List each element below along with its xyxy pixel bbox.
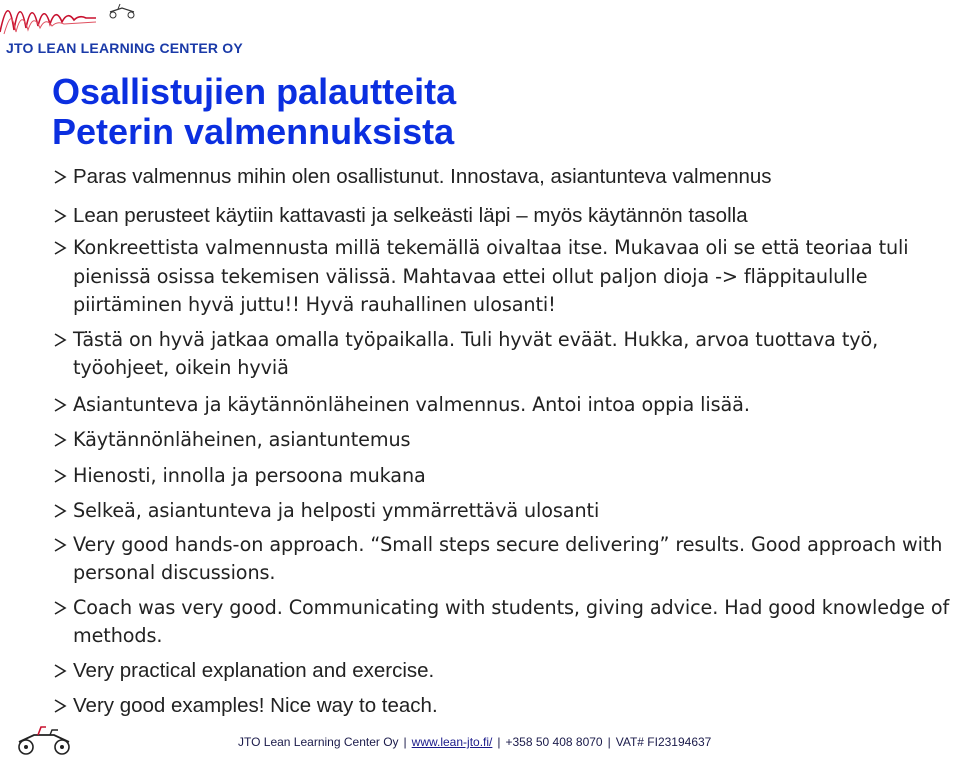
chevron-right-arrow-icon [52,663,68,679]
chevron-right-arrow-icon [52,600,68,616]
list-item-text: Konkreettista valmennusta millä tekemällä oivaltaa itse. Mukavaa oli se että teoriaa tuli pienissä osissa tekemisen välissä. Mahtavaa ettei ollut paljon dioja -> fläppitaululle piirtäminen hyvä juttu!! Hyvä rauhallinen ulosanti! [73,236,909,316]
title-line-2: Peterin valmennuksista [52,111,455,152]
list-item [52,234,957,320]
pedal-car-logo-icon [0,0,180,40]
chevron-right-arrow-icon [52,208,68,224]
chevron-right-arrow-icon [52,503,68,519]
chevron-right-arrow-icon [52,432,68,448]
list-item [52,531,957,588]
chevron-right-arrow-icon [52,397,68,413]
chevron-right-arrow-icon [52,698,68,714]
page-title [52,72,456,152]
list-item-text: Coach was very good. Communicating with students, giving advice. Had good knowledge of methods. [73,595,950,647]
list-item [52,594,957,651]
list-item [52,497,957,526]
list-item-text: Tästä on hyvä jatkaa omalla työpaikalla. Tuli hyvät eväät. Hukka, arvoa tuottava työ, työohjeet, oikein hyviä [73,327,879,379]
feedback-list [52,163,957,721]
footer [238,735,711,749]
list-item [52,326,957,383]
chevron-right-arrow-icon [52,169,68,185]
footer-separator: | [607,735,611,749]
list-item [52,163,957,192]
footer-separator: | [403,735,407,749]
chevron-right-arrow-icon [52,240,68,256]
list-item [52,202,957,231]
footer-phone: +358 50 408 8070 [505,735,603,749]
footer-vat: VAT# FI23194637 [615,735,712,749]
company-name: JTO LEAN LEARNING CENTER OY [6,40,243,56]
list-item-text: Very good examples! Nice way to teach. [73,694,438,717]
list-item [52,657,957,686]
list-item-text: Käytännönläheinen, asiantuntemus [73,428,411,451]
list-item-text: Very practical explanation and exercise. [73,658,435,682]
list-item-text: Lean perusteet käytiin kattavasti ja selkeästi läpi – myös käytännön tasolla [73,203,748,227]
footer-separator: | [497,735,501,749]
list-item [52,426,957,455]
title-line-1: Osallistujien palautteita [52,71,457,112]
footer-website-link[interactable]: www.lean-jto.fi/ [411,735,493,749]
list-item-text: Hienosti, innolla ja persoona mukana [73,463,426,487]
footer-company: JTO Lean Learning Center Oy [238,735,399,749]
list-item-text: Asiantunteva ja käytännönläheinen valmennus. Antoi intoa oppia lisää. [73,392,750,416]
list-item [52,391,957,420]
list-item-text: Paras valmennus mihin olen osallistunut. Innostava, asiantunteva valmennus [73,165,772,188]
chevron-right-arrow-icon [52,332,68,348]
chevron-right-arrow-icon [52,537,68,553]
list-item [52,462,957,491]
list-item [52,692,957,721]
list-item-text: Selkeä, asiantunteva ja helposti ymmärrettävä ulosanti [73,499,600,522]
pedal-car-logo-icon [14,724,74,756]
list-item-text: Very good hands-on approach. “Small steps secure delivering” results. Good approach with personal discussions. [73,532,943,584]
chevron-right-arrow-icon [52,468,68,484]
